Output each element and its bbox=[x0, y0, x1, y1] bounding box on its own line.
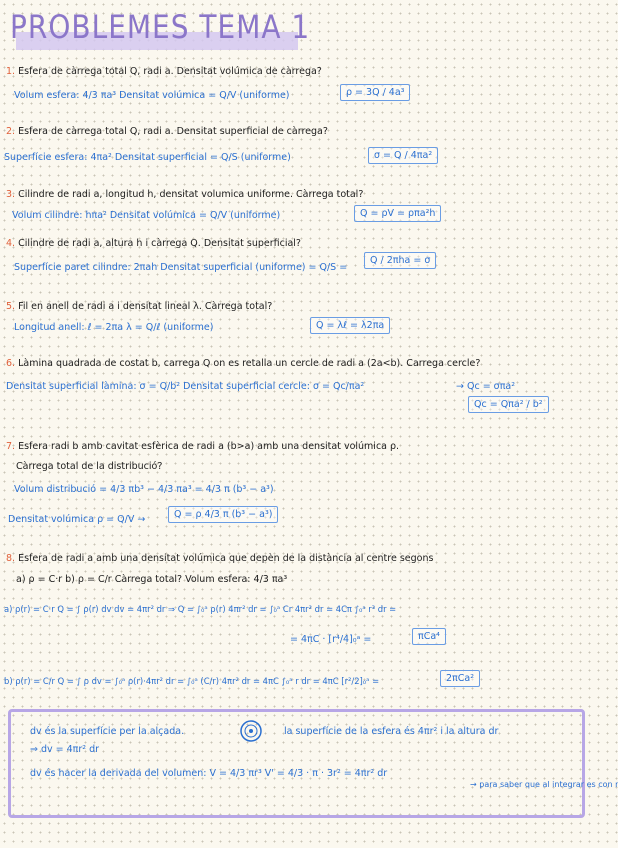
problem-2-number: 2. bbox=[6, 126, 16, 137]
problem-8-question-2: a) ρ = C·r b) ρ = C/r Càrrega total? Volum esfera: 4/3 πa³ bbox=[16, 574, 288, 585]
problem-6-answer: Densitat superficial làmina: σ = Q/b² Densitat superficial cercle: σ = Qc/πa² bbox=[6, 381, 365, 392]
problem-2-result: σ = Q / 4πa² bbox=[368, 147, 438, 164]
problem-3-number: 3. bbox=[6, 189, 16, 200]
problem-2-text: Esfera de càrrega total Q, radi a. Densitat superficial de càrrega? bbox=[18, 126, 328, 137]
note-line-2: ⇒ dv = 4πr² dr bbox=[30, 744, 100, 755]
problem-4-number: 4. bbox=[6, 238, 16, 249]
problem-5-question bbox=[6, 301, 272, 312]
problem-8-text: Esfera de radi a amb una densitat volúmica que depèn de la distància al centre segons bbox=[18, 553, 434, 564]
problem-6-number: 6. bbox=[6, 358, 16, 369]
note-line-1: dv és la superfície per la alçada. bbox=[30, 726, 185, 737]
problem-5-number: 5. bbox=[6, 301, 16, 312]
title-block bbox=[10, 8, 311, 46]
note-line-4: → para saber que al integrar es con r bbox=[470, 780, 618, 789]
problem-1-question bbox=[6, 66, 322, 77]
problem-3-text: Cilindre de radi a, longitud h, densitat volumica uniforme. Càrrega total? bbox=[18, 189, 364, 200]
page-title: PROBLEMES TEMA 1 bbox=[10, 8, 311, 46]
problem-7-question bbox=[6, 441, 399, 452]
problem-3-result: Q = ρV = ρπa²h bbox=[354, 205, 441, 222]
problem-2-question bbox=[6, 126, 328, 137]
problem-8-result-a: πCa⁴ bbox=[412, 628, 446, 645]
note-line-3: dv és hacer la derivada del volumen: V = 4/3 πr³ V' = 4/3 · π · 3r² = 4πr² dr bbox=[30, 768, 388, 779]
problem-8-part-b: b) ρ(r) = C/r Q = ∫ ρ dv = ∫₀ᵃ ρ(r)·4πr² dr = ∫₀ᵃ (C/r) 4πr² dr = 4πC ∫₀ᵃ r dr = 4πC [r²/2]₀ᵃ = bbox=[4, 676, 380, 686]
problem-5-text: Fil en anell de radi a i densitat lineal λ. Càrrega total? bbox=[18, 301, 273, 312]
problem-7-number: 7. bbox=[6, 441, 16, 452]
problem-1-number: 1. bbox=[6, 66, 16, 77]
problem-5-result: Q = λℓ = λ2πa bbox=[310, 317, 390, 334]
problem-1-text: Esfera de càrrega total Q, radi a. Densitat volúmica de càrrega? bbox=[18, 66, 322, 77]
note-line-1b: la superfície de la esfera és 4πr² i la altura dr bbox=[284, 726, 499, 737]
problem-1-answer: Volum esfera: 4/3 πa³ Densitat volúmica = Q/V (uniforme) bbox=[14, 90, 290, 101]
problem-4-result: Q / 2πha = σ bbox=[364, 252, 436, 269]
problem-5-answer: Longitud anell: ℓ = 2πa λ = Q/ℓ (uniforme) bbox=[14, 322, 214, 333]
problem-7-answer-2: Densitat volúmica ρ = Q/V → bbox=[8, 514, 146, 525]
problem-2-answer: Superfície esfera: 4πa² Densitat superficial = Q/S (uniforme) bbox=[4, 152, 291, 163]
problem-7-text: Esfera radi b amb cavitat esfèrica de radi a (b>a) amb una densitat volúmica ρ. bbox=[18, 441, 400, 452]
problem-7-result: Q = ρ 4/3 π (b³ − a³) bbox=[168, 506, 278, 523]
problem-4-answer: Superfície paret cilindre: 2πah Densitat superficial (uniforme) = Q/S = bbox=[14, 262, 348, 273]
problem-1-result: ρ = 3Q / 4a³ bbox=[340, 84, 410, 101]
problem-8-part-a: a) ρ(r) = C·r Q = ∫ ρ(r) dv dv = 4πr² dr ⇒ Q = ∫₀ᵃ ρ(r) 4πr² dr = ∫₀ᵃ Cr 4πr² dr = 4Cπ ∫₀ᵃ r³ dr = bbox=[4, 604, 397, 614]
problem-4-text: Cilindre de radi a, altura h i càrrega Q. Densitat superficial? bbox=[18, 238, 301, 249]
problem-3-answer: Volum cilindre: hπa² Densitat volúmica = Q/V (uniforme) bbox=[12, 210, 281, 221]
problem-6-arrow: → Qc = σπa² bbox=[456, 381, 516, 392]
problem-8-result-b: 2πCa² bbox=[440, 670, 480, 687]
problem-8-part-a-2: = 4πC · [r⁴/4]₀ᵃ = bbox=[290, 634, 372, 645]
problem-4-question bbox=[6, 238, 301, 249]
problem-6-question bbox=[6, 358, 480, 369]
problem-3-question bbox=[6, 189, 363, 200]
problem-8-question bbox=[6, 553, 433, 564]
problem-7-answer: Volum distribució = 4/3 πb³ − 4/3 πa³ = 4/3 π (b³ − a³) bbox=[14, 484, 274, 495]
problem-7-question-2: Càrrega total de la distribució? bbox=[16, 461, 163, 472]
sphere-shell-icon bbox=[238, 718, 264, 744]
problem-6-text: Làmina quadrada de costat b, carrega Q on es retalla un cercle de radi a (2a<b). Carrega cercle? bbox=[18, 358, 481, 369]
problem-6-result: Qc = Qπa² / b² bbox=[468, 396, 549, 413]
problem-8-number: 8. bbox=[6, 553, 16, 564]
